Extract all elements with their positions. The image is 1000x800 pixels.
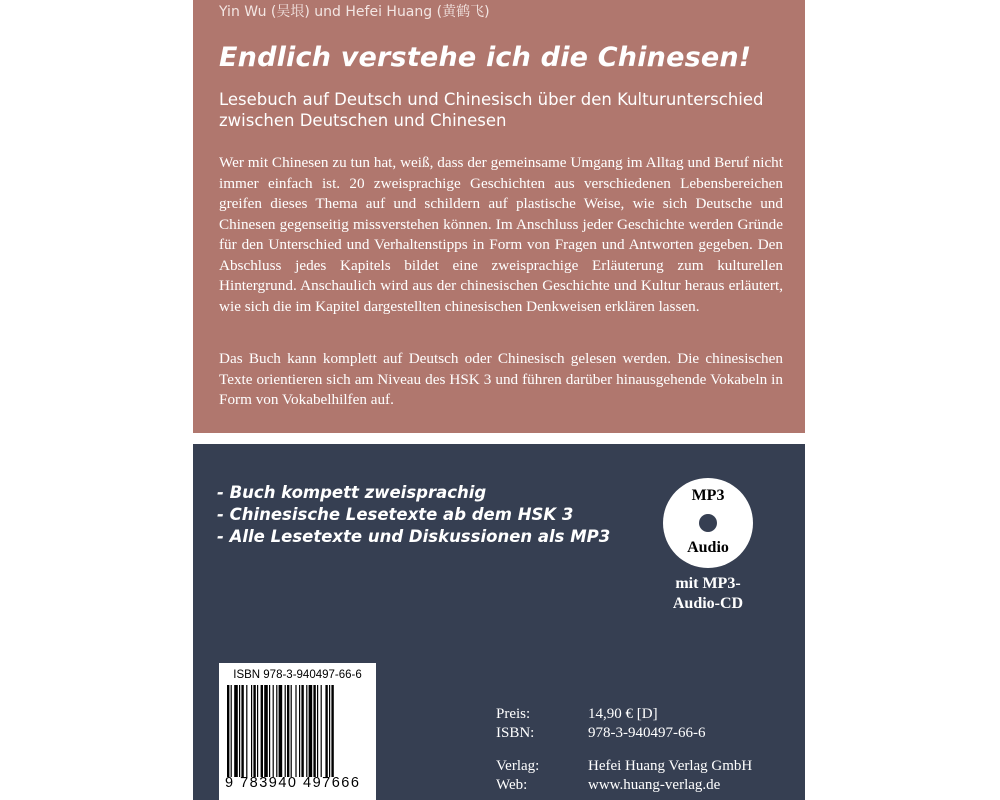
panel-divider xyxy=(193,433,805,444)
description-panel xyxy=(193,0,805,433)
cd-caption xyxy=(643,574,773,614)
feature-list xyxy=(217,482,610,548)
info-panel xyxy=(193,444,805,800)
description-paragraph-1: Wer mit Chinesen zu tun hat, weiß, dass der gemeinsame Umgang im Alltag und Beruf nicht immer einfach ist. 20 zweisprachige Geschichten aus verschiedenen Lebensbereichen greifen dieses Thema auf und schildern auf plastische Weise, wie sich Deutsche und Chinesen gegenseitig missverstehen können. Im Anschluss jeder Geschichte werden Gründe für den Unterschied und Verhaltenstipps in Form von Fragen und Antworten gegeben. Den Abschluss jedes Kapitels bildet eine zweisprachige Erläuterung zum kulturellen Hintergrund. Anschaulich wird aus der chinesischen Geschichte und Kultur heraus erläutert, wie sich die im Kapitel dargestellten chinesischen Denkweisen erklären lassen. xyxy=(219,154,783,315)
publisher-value: Hefei Huang Verlag GmbH xyxy=(588,758,753,774)
barcode-isbn-text: ISBN 978-3-940497-66-6 xyxy=(233,669,362,681)
price-label: Preis: xyxy=(496,706,531,722)
feature-item: - Chinesische Lesetexte ab dem HSK 3 xyxy=(217,505,574,524)
barcode-bars-icon xyxy=(227,685,368,777)
authors-line: Yin Wu (吴垠) und Hefei Huang (黄鹤飞) xyxy=(219,4,490,20)
cd-caption-line-2: Audio-CD xyxy=(672,595,744,612)
web-value: www.huang-verlag.de xyxy=(588,777,721,793)
mp3-cd-icon xyxy=(663,478,753,568)
cd-caption-line-1: mit MP3- xyxy=(675,575,741,592)
book-back-cover xyxy=(193,0,805,800)
publisher-label: Verlag: xyxy=(496,758,540,774)
cd-label-bottom: Audio xyxy=(687,539,729,556)
feature-item: - Buch kompett zweisprachig xyxy=(217,483,487,502)
cd-label-top: MP3 xyxy=(691,487,725,504)
isbn-label: ISBN: xyxy=(496,725,535,741)
feature-item: - Alle Lesetexte und Diskussionen als MP3 xyxy=(217,527,611,546)
price-value: 14,90 € [D] xyxy=(588,706,658,722)
isbn-barcode xyxy=(219,663,376,800)
web-label: Web: xyxy=(496,777,528,793)
cd-center-hole xyxy=(699,514,717,532)
isbn-value: 978-3-940497-66-6 xyxy=(588,725,706,741)
barcode-digits: 9 783940 497666 xyxy=(225,775,361,791)
description-paragraph-2: Das Buch kann komplett auf Deutsch oder Chinesisch gelesen werden. Die chinesischen Texte orientieren sich am Niveau des HSK 3 und führen darüber hinausgehende Vokabeln in Form von Vokabelhilfen auf. xyxy=(219,350,783,408)
book-subtitle: Lesebuch auf Deutsch und Chinesisch über den Kulturunterschied zwischen Deutschen und Chinesen xyxy=(219,90,764,130)
book-title: Endlich verstehe ich die Chinesen! xyxy=(219,42,752,73)
